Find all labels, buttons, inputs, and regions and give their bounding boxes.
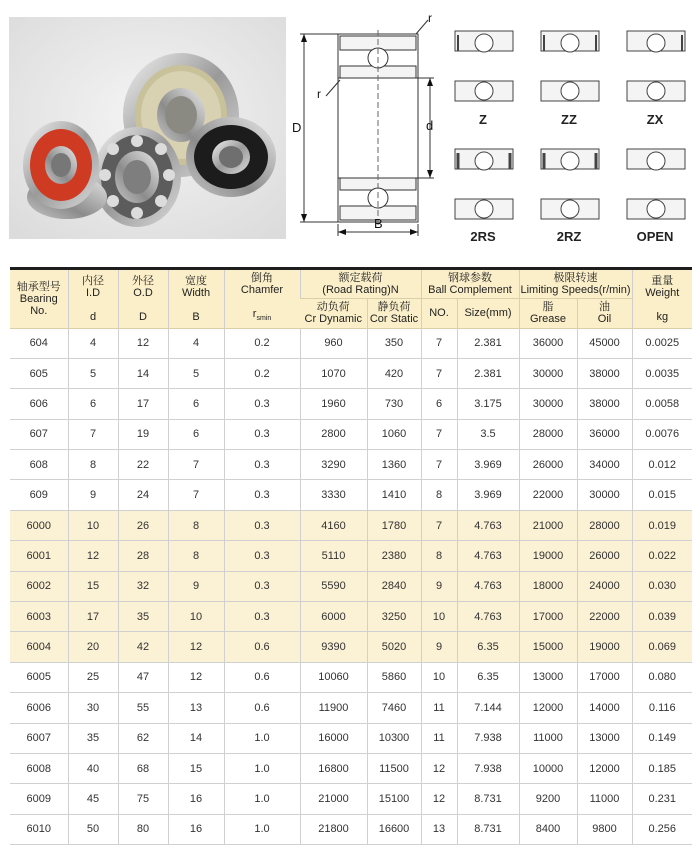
seal-label-2rz: 2RZ bbox=[556, 229, 582, 244]
seal-label-2rs: 2RS bbox=[470, 229, 496, 244]
table-cell: 13000 bbox=[519, 662, 577, 692]
table-cell: 22000 bbox=[577, 602, 632, 632]
table-cell: 0.080 bbox=[632, 662, 692, 692]
table-cell: 11900 bbox=[300, 693, 367, 723]
table-cell: 13 bbox=[421, 814, 457, 844]
table-cell: 6010 bbox=[10, 814, 68, 844]
table-cell: 45000 bbox=[577, 328, 632, 358]
table-cell: 1060 bbox=[367, 419, 421, 449]
table-cell: 730 bbox=[367, 389, 421, 419]
table-row bbox=[10, 389, 692, 419]
dim-r-left-label: r bbox=[317, 87, 321, 101]
table-cell: 4.763 bbox=[457, 541, 519, 571]
table-cell: 3.5 bbox=[457, 419, 519, 449]
table-cell: 8.731 bbox=[457, 784, 519, 814]
table-cell: 21000 bbox=[300, 784, 367, 814]
seal-icon-z bbox=[455, 31, 513, 101]
table-cell: 14000 bbox=[577, 693, 632, 723]
table-cell: 12 bbox=[168, 662, 224, 692]
table-cell: 4.763 bbox=[457, 510, 519, 540]
table-cell: 6001 bbox=[10, 541, 68, 571]
table-cell: 11 bbox=[421, 693, 457, 723]
table-cell: 0.0058 bbox=[632, 389, 692, 419]
table-cell: 0.3 bbox=[224, 389, 300, 419]
table-cell: 28000 bbox=[519, 419, 577, 449]
col-header-dynamic: 动负荷 Cr Dynamic bbox=[300, 298, 367, 328]
table-cell: 0.3 bbox=[224, 571, 300, 601]
table-cell: 0.0025 bbox=[632, 328, 692, 358]
table-cell: 3330 bbox=[300, 480, 367, 510]
table-cell: 35 bbox=[68, 723, 118, 753]
table-cell: 11000 bbox=[519, 723, 577, 753]
table-cell: 8400 bbox=[519, 814, 577, 844]
table-cell: 8 bbox=[421, 480, 457, 510]
table-cell: 7.938 bbox=[457, 753, 519, 783]
table-cell: 607 bbox=[10, 419, 68, 449]
table-cell: 24000 bbox=[577, 571, 632, 601]
table-cell: 3.969 bbox=[457, 450, 519, 480]
table-cell: 10300 bbox=[367, 723, 421, 753]
table-cell: 7 bbox=[421, 510, 457, 540]
table-cell: 606 bbox=[10, 389, 68, 419]
table-cell: 13 bbox=[168, 693, 224, 723]
table-cell: 6 bbox=[168, 419, 224, 449]
table-row bbox=[10, 480, 692, 510]
table-cell: 6000 bbox=[300, 602, 367, 632]
col-header-balls: 钢球参数 Ball Complement bbox=[421, 270, 519, 298]
table-cell: 1.0 bbox=[224, 784, 300, 814]
seal-icon-zz bbox=[541, 31, 599, 101]
table-cell: 38000 bbox=[577, 389, 632, 419]
table-cell: 15000 bbox=[519, 632, 577, 662]
table-cell: 45 bbox=[68, 784, 118, 814]
table-cell: 19000 bbox=[577, 632, 632, 662]
table-cell: 22000 bbox=[519, 480, 577, 510]
table-cell: 0.185 bbox=[632, 753, 692, 783]
table-row bbox=[10, 784, 692, 814]
table-cell: 5590 bbox=[300, 571, 367, 601]
table-cell: 10060 bbox=[300, 662, 367, 692]
table-cell: 420 bbox=[367, 358, 421, 388]
table-cell: 55 bbox=[118, 693, 168, 723]
col-header-ball-no: NO. bbox=[421, 298, 457, 328]
table-row bbox=[10, 358, 692, 388]
dim-B-label: B bbox=[374, 216, 383, 231]
table-cell: 7 bbox=[421, 328, 457, 358]
table-cell: 17000 bbox=[577, 662, 632, 692]
seal-label-z: Z bbox=[479, 112, 487, 127]
table-cell: 0.0076 bbox=[632, 419, 692, 449]
table-row bbox=[10, 662, 692, 692]
table-cell: 35 bbox=[118, 602, 168, 632]
table-cell: 9 bbox=[168, 571, 224, 601]
table-cell: 11 bbox=[421, 723, 457, 753]
table-cell: 16 bbox=[168, 814, 224, 844]
table-cell: 604 bbox=[10, 328, 68, 358]
bearing-open bbox=[93, 127, 181, 227]
table-cell: 17 bbox=[68, 602, 118, 632]
table-cell: 15 bbox=[68, 571, 118, 601]
table-cell: 4.763 bbox=[457, 602, 519, 632]
dim-r-top-label: r bbox=[428, 11, 432, 25]
table-cell: 0.2 bbox=[224, 328, 300, 358]
table-cell: 26000 bbox=[577, 541, 632, 571]
table-cell: 8 bbox=[168, 510, 224, 540]
table-cell: 6004 bbox=[10, 632, 68, 662]
table-cell: 10 bbox=[68, 510, 118, 540]
table-row bbox=[10, 328, 692, 358]
table-cell: 28 bbox=[118, 541, 168, 571]
col-header-grease: 脂 Grease bbox=[519, 298, 577, 328]
table-cell: 68 bbox=[118, 753, 168, 783]
table-cell: 12 bbox=[421, 753, 457, 783]
table-cell: 6003 bbox=[10, 602, 68, 632]
table-cell: 1.0 bbox=[224, 814, 300, 844]
table-cell: 19 bbox=[118, 419, 168, 449]
table-row bbox=[10, 753, 692, 783]
table-cell: 3.969 bbox=[457, 480, 519, 510]
table-cell: 7 bbox=[421, 419, 457, 449]
table-cell: 19000 bbox=[519, 541, 577, 571]
table-cell: 18000 bbox=[519, 571, 577, 601]
table-row bbox=[10, 723, 692, 753]
bearing-spec-table bbox=[10, 267, 692, 845]
table-cell: 4 bbox=[68, 328, 118, 358]
table-cell: 8 bbox=[421, 541, 457, 571]
table-row bbox=[10, 693, 692, 723]
table-cell: 9 bbox=[421, 571, 457, 601]
table-cell: 15100 bbox=[367, 784, 421, 814]
table-cell: 7 bbox=[421, 358, 457, 388]
table-cell: 0.6 bbox=[224, 632, 300, 662]
table-cell: 6005 bbox=[10, 662, 68, 692]
table-cell: 4160 bbox=[300, 510, 367, 540]
table-cell: 6006 bbox=[10, 693, 68, 723]
table-cell: 12000 bbox=[577, 753, 632, 783]
table-cell: 20 bbox=[68, 632, 118, 662]
table-cell: 1410 bbox=[367, 480, 421, 510]
table-cell: 30 bbox=[68, 693, 118, 723]
table-cell: 0.012 bbox=[632, 450, 692, 480]
table-cell: 50 bbox=[68, 814, 118, 844]
table-cell: 10 bbox=[168, 602, 224, 632]
table-cell: 7460 bbox=[367, 693, 421, 723]
table-cell: 350 bbox=[367, 328, 421, 358]
seal-label-zz: ZZ bbox=[561, 112, 577, 127]
table-cell: 9 bbox=[68, 480, 118, 510]
dim-d-label: d bbox=[426, 118, 434, 133]
table-cell: 7 bbox=[168, 450, 224, 480]
table-cell: 1.0 bbox=[224, 723, 300, 753]
table-cell: 8 bbox=[68, 450, 118, 480]
table-cell: 21800 bbox=[300, 814, 367, 844]
table-cell: 1360 bbox=[367, 450, 421, 480]
table-cell: 3.175 bbox=[457, 389, 519, 419]
table-cell: 16600 bbox=[367, 814, 421, 844]
table-cell: 5020 bbox=[367, 632, 421, 662]
table-cell: 6 bbox=[168, 389, 224, 419]
table-cell: 0.3 bbox=[224, 419, 300, 449]
col-header-static: 静负荷 Cor Static bbox=[367, 298, 421, 328]
table-cell: 0.0035 bbox=[632, 358, 692, 388]
table-cell: 12 bbox=[168, 632, 224, 662]
table-cell: 0.116 bbox=[632, 693, 692, 723]
table-row bbox=[10, 571, 692, 601]
table-cell: 5 bbox=[168, 358, 224, 388]
table-cell: 0.3 bbox=[224, 510, 300, 540]
table-cell: 0.6 bbox=[224, 662, 300, 692]
table-cell: 11000 bbox=[577, 784, 632, 814]
table-cell: 0.030 bbox=[632, 571, 692, 601]
table-cell: 9800 bbox=[577, 814, 632, 844]
table-cell: 2.381 bbox=[457, 328, 519, 358]
col-header-speed: 极限转速 Limiting Speeds(r/min) bbox=[519, 270, 632, 298]
table-cell: 5 bbox=[68, 358, 118, 388]
table-cell: 36000 bbox=[577, 419, 632, 449]
table-cell: 0.231 bbox=[632, 784, 692, 814]
table-cell: 2380 bbox=[367, 541, 421, 571]
table-cell: 34000 bbox=[577, 450, 632, 480]
table-cell: 2.381 bbox=[457, 358, 519, 388]
table-cell: 22 bbox=[118, 450, 168, 480]
col-header-width: 宽度 Width B bbox=[168, 270, 224, 328]
table-cell: 6007 bbox=[10, 723, 68, 753]
table-cell: 16 bbox=[168, 784, 224, 814]
table-cell: 608 bbox=[10, 450, 68, 480]
table-cell: 7.938 bbox=[457, 723, 519, 753]
table-cell: 26000 bbox=[519, 450, 577, 480]
col-header-id: 内径 I.D d bbox=[68, 270, 118, 328]
table-cell: 0.039 bbox=[632, 602, 692, 632]
table-cell: 0.069 bbox=[632, 632, 692, 662]
table-cell: 0.015 bbox=[632, 480, 692, 510]
table-cell: 30000 bbox=[519, 358, 577, 388]
bearings-photo bbox=[9, 17, 286, 239]
table-cell: 10 bbox=[421, 662, 457, 692]
table-cell: 6 bbox=[421, 389, 457, 419]
table-row bbox=[10, 419, 692, 449]
table-row bbox=[10, 602, 692, 632]
col-header-weight: 重量 Weight kg bbox=[632, 270, 692, 328]
table-cell: 10000 bbox=[519, 753, 577, 783]
col-header-model: 轴承型号 Bearing No. bbox=[10, 270, 68, 328]
table-cell: 28000 bbox=[577, 510, 632, 540]
table-cell: 15 bbox=[168, 753, 224, 783]
table-cell: 16800 bbox=[300, 753, 367, 783]
table-cell: 12 bbox=[118, 328, 168, 358]
table-cell: 17 bbox=[118, 389, 168, 419]
table-cell: 62 bbox=[118, 723, 168, 753]
col-header-chamfer: 倒角 Chamfer $r_{smin}$ bbox=[224, 270, 300, 328]
table-cell: 3250 bbox=[367, 602, 421, 632]
table-cell: 4 bbox=[168, 328, 224, 358]
table-cell: 14 bbox=[168, 723, 224, 753]
table-cell: 1960 bbox=[300, 389, 367, 419]
table-cell: 0.019 bbox=[632, 510, 692, 540]
table-cell: 32 bbox=[118, 571, 168, 601]
table-cell: 80 bbox=[118, 814, 168, 844]
bearing-2rs-black bbox=[186, 117, 276, 197]
table-cell: 6.35 bbox=[457, 632, 519, 662]
table-cell: 24 bbox=[118, 480, 168, 510]
table-cell: 12000 bbox=[519, 693, 577, 723]
table-cell: 3290 bbox=[300, 450, 367, 480]
table-cell: 25 bbox=[68, 662, 118, 692]
table-cell: 6009 bbox=[10, 784, 68, 814]
table-cell: 6 bbox=[68, 389, 118, 419]
table-cell: 47 bbox=[118, 662, 168, 692]
seal-label-zx: ZX bbox=[646, 112, 664, 127]
table-cell: 38000 bbox=[577, 358, 632, 388]
seal-icon-2rs bbox=[455, 149, 513, 219]
table-row bbox=[10, 541, 692, 571]
table-cell: 16000 bbox=[300, 723, 367, 753]
table-cell: 5860 bbox=[367, 662, 421, 692]
table-cell: 17000 bbox=[519, 602, 577, 632]
table-cell: 10 bbox=[421, 602, 457, 632]
table-cell: 21000 bbox=[519, 510, 577, 540]
table-cell: 9200 bbox=[519, 784, 577, 814]
col-header-od: 外径 O.D D bbox=[118, 270, 168, 328]
table-cell: 609 bbox=[10, 480, 68, 510]
table-cell: 7 bbox=[421, 450, 457, 480]
col-header-oil: 油 Oil bbox=[577, 298, 632, 328]
table-cell: 6.35 bbox=[457, 662, 519, 692]
table-cell: 8 bbox=[168, 541, 224, 571]
col-header-load: 额定载荷 (Road Rating)N bbox=[300, 270, 421, 298]
table-cell: 4.763 bbox=[457, 571, 519, 601]
table-cell: 960 bbox=[300, 328, 367, 358]
table-cell: 12 bbox=[68, 541, 118, 571]
table-cell: 2800 bbox=[300, 419, 367, 449]
table-cell: 6000 bbox=[10, 510, 68, 540]
table-cell: 7 bbox=[68, 419, 118, 449]
table-row bbox=[10, 814, 692, 844]
table-cell: 1780 bbox=[367, 510, 421, 540]
table-cell: 605 bbox=[10, 358, 68, 388]
table-cell: 6008 bbox=[10, 753, 68, 783]
table-cell: 0.3 bbox=[224, 480, 300, 510]
table-cell: 5110 bbox=[300, 541, 367, 571]
table-cell: 1070 bbox=[300, 358, 367, 388]
table-cell: 12 bbox=[421, 784, 457, 814]
table-cell: 36000 bbox=[519, 328, 577, 358]
table-row bbox=[10, 450, 692, 480]
seal-icon-2rz bbox=[541, 149, 599, 219]
table-cell: 7.144 bbox=[457, 693, 519, 723]
table-row bbox=[10, 632, 692, 662]
table-cell: 0.3 bbox=[224, 450, 300, 480]
table-cell: 30000 bbox=[577, 480, 632, 510]
table-cell: 42 bbox=[118, 632, 168, 662]
table-row bbox=[10, 510, 692, 540]
table-cell: 13000 bbox=[577, 723, 632, 753]
table-cell: 40 bbox=[68, 753, 118, 783]
table-cell: 0.3 bbox=[224, 541, 300, 571]
table-cell: 11500 bbox=[367, 753, 421, 783]
table-cell: 0.022 bbox=[632, 541, 692, 571]
bearing-cross-section-diagram bbox=[290, 10, 440, 240]
table-cell: 2840 bbox=[367, 571, 421, 601]
table-cell: 14 bbox=[118, 358, 168, 388]
table-cell: 0.149 bbox=[632, 723, 692, 753]
table-cell: 0.6 bbox=[224, 693, 300, 723]
table-cell: 0.256 bbox=[632, 814, 692, 844]
table-cell: 1.0 bbox=[224, 753, 300, 783]
dim-D-label: D bbox=[292, 120, 302, 135]
table-cell: 30000 bbox=[519, 389, 577, 419]
table-cell: 75 bbox=[118, 784, 168, 814]
col-header-ball-size: Size(mm) bbox=[457, 298, 519, 328]
table-cell: 6002 bbox=[10, 571, 68, 601]
table-cell: 8.731 bbox=[457, 814, 519, 844]
table-cell: 9 bbox=[421, 632, 457, 662]
seal-types-diagrams bbox=[445, 25, 695, 250]
seal-icon-zx bbox=[627, 31, 685, 101]
table-cell: 7 bbox=[168, 480, 224, 510]
table-cell: 9390 bbox=[300, 632, 367, 662]
table-cell: 0.2 bbox=[224, 358, 300, 388]
seal-icon-open bbox=[627, 149, 685, 219]
seal-label-open: OPEN bbox=[636, 229, 674, 244]
table-cell: 0.3 bbox=[224, 602, 300, 632]
table-cell: 26 bbox=[118, 510, 168, 540]
